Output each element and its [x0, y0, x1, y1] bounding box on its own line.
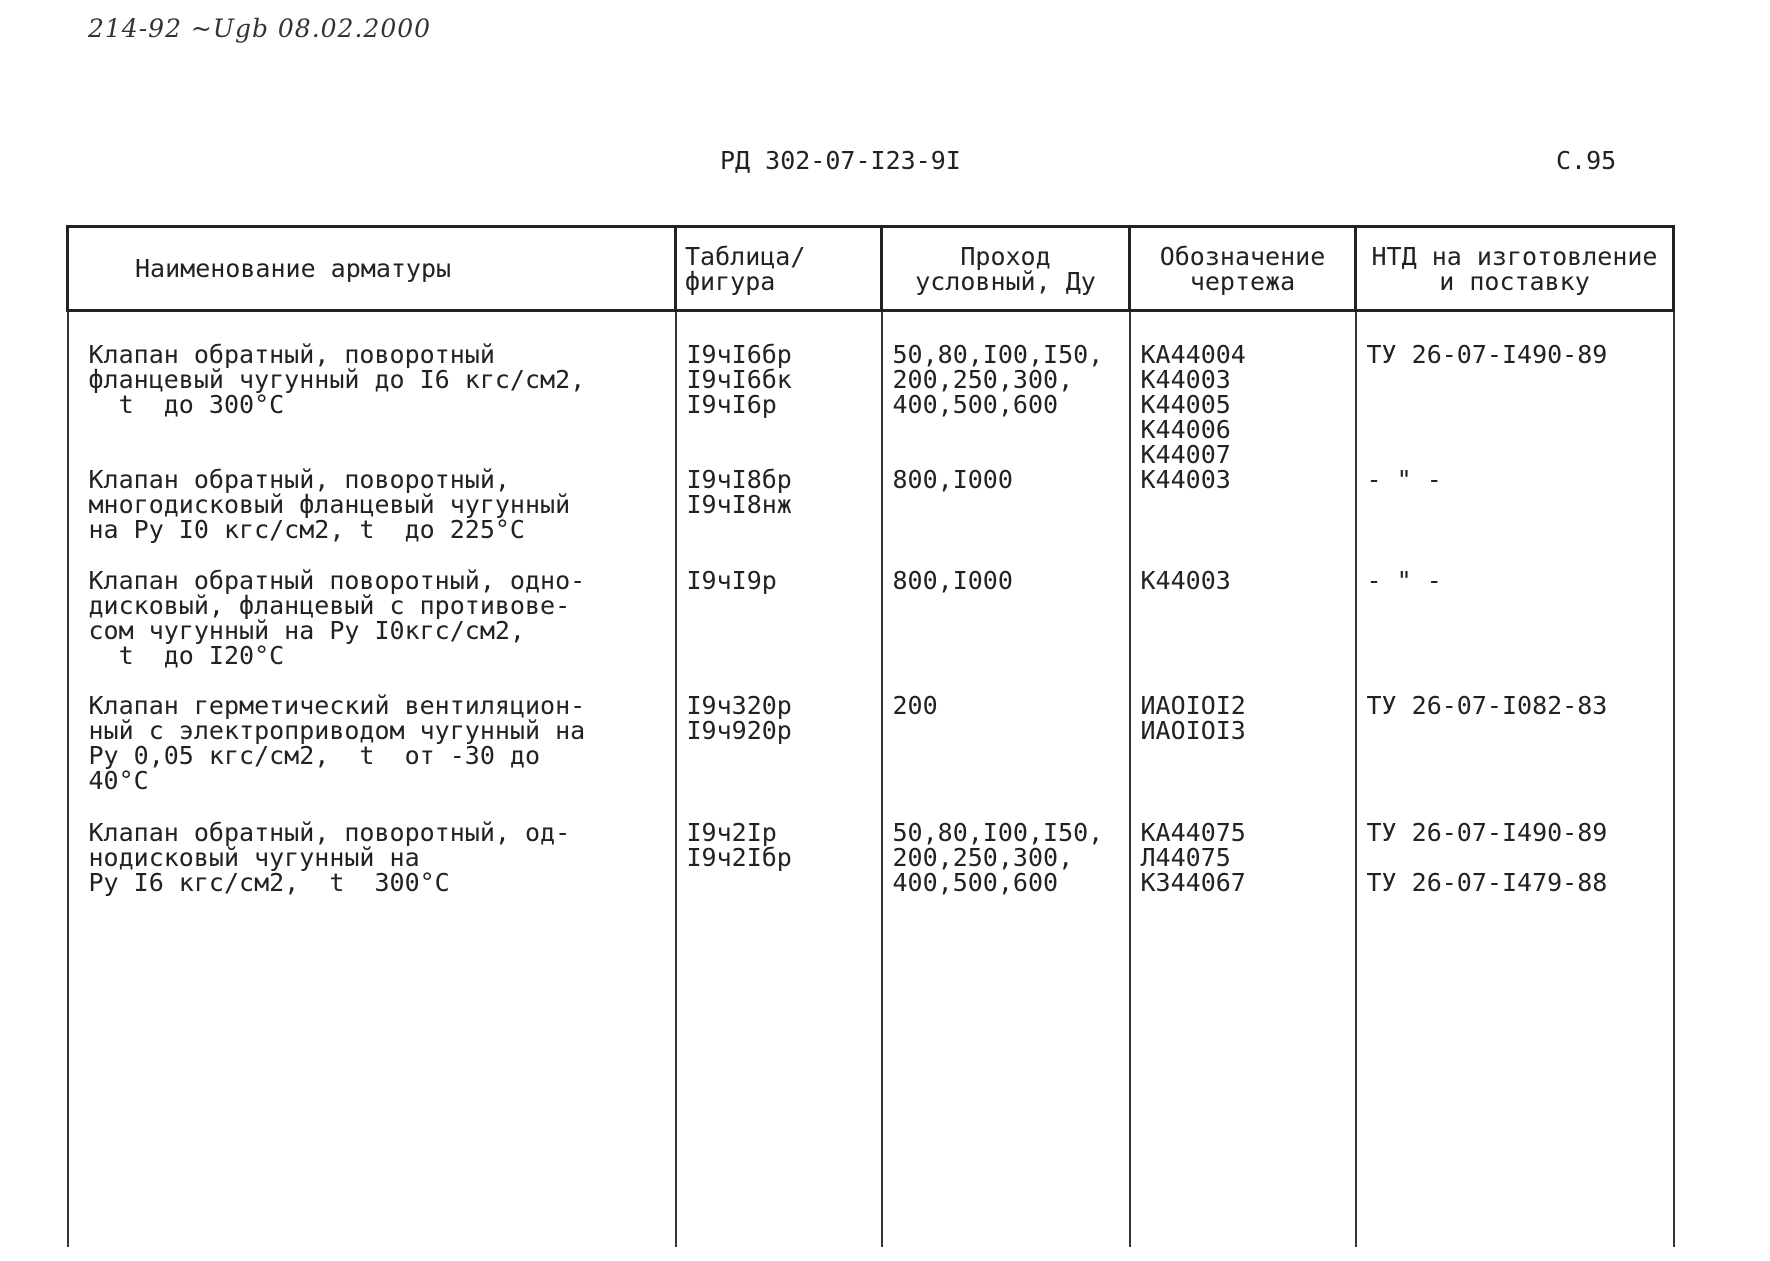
table-empty-space [68, 933, 1674, 1247]
cell-line: дисковый, фланцевый с противове- [88, 591, 571, 620]
cell-line: ный с электроприводом чугунный на [88, 716, 586, 745]
cell-figure [676, 693, 882, 820]
cell-line: 50,80,I00,I50, [892, 818, 1104, 847]
cell-line: 200 [892, 691, 938, 720]
table-row [68, 568, 1674, 693]
document-code: РД 302-07-I23-9I [720, 146, 961, 175]
cell-line: 200,250,300, [892, 843, 1074, 872]
header-line: НТД на изготовление [1371, 241, 1658, 271]
cell-line: 400,500,600 [892, 390, 1059, 419]
cell-figure [676, 568, 882, 693]
cell-line: I9чI9р [686, 566, 777, 595]
column-header-drawing [1130, 227, 1356, 311]
column-header-figure [676, 227, 882, 311]
cell-line: I9чI6р [686, 390, 777, 419]
cell-line: ТУ 26-07-I082-83 [1366, 691, 1608, 720]
cell-name [68, 820, 676, 933]
cell-line: на Ру I0 кгс/см2, t до 225°C [88, 515, 525, 544]
cell-line: К44006 [1140, 415, 1231, 444]
cell-name [68, 311, 676, 468]
column-header-ntd [1356, 227, 1674, 311]
header-line: Обозначение [1159, 241, 1326, 271]
cell-line: К44003 [1140, 465, 1231, 494]
cell-line: Ру 0,05 кгс/см2, t от -30 до [88, 741, 541, 770]
cell-line: I9чI8бр [686, 465, 792, 494]
cell-line: Л44075 [1140, 843, 1231, 872]
cell-line: Клапан обратный поворотный, одно- [88, 566, 586, 595]
cell-line: 400,500,600 [892, 868, 1059, 897]
cell-drawing [1130, 820, 1356, 933]
header-line: и поставку [1439, 266, 1590, 296]
cell-name [68, 467, 676, 568]
header-line: Наименование арматуры [135, 254, 452, 283]
cell-line: I9ч320р [686, 691, 792, 720]
cell-diameter [882, 820, 1130, 933]
cell-line: Клапан обратный, поворотный [88, 340, 495, 369]
cell-line: фланцевый чугунный до I6 кгс/см2, [88, 365, 586, 394]
table-row [68, 311, 1674, 468]
cell-line: I9чI8нж [686, 490, 792, 519]
cell-line: ТУ 26-07-I479-88 [1366, 868, 1608, 897]
header-line: Проход [960, 241, 1051, 271]
cell-ntd [1356, 568, 1674, 693]
cell-line: 200,250,300, [892, 365, 1074, 394]
cell-ntd [1356, 820, 1674, 933]
cell-line: I9ч2Iбр [686, 843, 792, 872]
cell-diameter [882, 311, 1130, 468]
cell-line: t до 300°C [88, 390, 285, 419]
header-line: условный, Ду [915, 266, 1096, 296]
cell-figure [676, 311, 882, 468]
cell-line: ТУ 26-07-I490-89 [1366, 818, 1608, 847]
cell-line: 40°C [88, 766, 149, 795]
cell-diameter [882, 693, 1130, 820]
cell-line: t до I20°C [88, 641, 285, 670]
cell-line: многодисковый фланцевый чугунный [88, 490, 571, 519]
cell-name [68, 693, 676, 820]
column-header-diameter [882, 227, 1130, 311]
cell-line: Клапан обратный, поворотный, од- [88, 818, 571, 847]
header-line: Таблица/ [685, 241, 806, 271]
cell-line: 800,I000 [892, 566, 1013, 595]
header-line: чертежа [1189, 266, 1296, 296]
cell-line: Ру I6 кгс/см2, t 300°C [88, 868, 450, 897]
table-row [68, 467, 1674, 568]
column-header-name [68, 227, 676, 311]
cell-drawing [1130, 568, 1356, 693]
cell-line: КА44075 [1140, 818, 1246, 847]
cell-line: ИАОIОI3 [1140, 716, 1246, 745]
cell-line: - " - [1366, 465, 1442, 494]
table-row [68, 820, 1674, 933]
cell-line: К344067 [1140, 868, 1246, 897]
cell-figure [676, 467, 882, 568]
cell-diameter [882, 467, 1130, 568]
cell-line: ТУ 26-07-I490-89 [1366, 340, 1608, 369]
cell-drawing [1130, 311, 1356, 468]
cell-ntd [1356, 693, 1674, 820]
cell-line: I9ч920р [686, 716, 792, 745]
cell-line: К44007 [1140, 440, 1231, 469]
cell-line: Клапан герметический вентиляцион- [88, 691, 586, 720]
cell-drawing [1130, 693, 1356, 820]
cell-line: 800,I000 [892, 465, 1013, 494]
cell-line: К44003 [1140, 365, 1231, 394]
header-line: фигура [685, 266, 776, 296]
cell-line: сом чугунный на Ру I0кгс/см2, [88, 616, 525, 645]
cell-line: - " - [1366, 566, 1442, 595]
cell-line: К44003 [1140, 566, 1231, 595]
cell-ntd [1356, 467, 1674, 568]
cell-line: К44005 [1140, 390, 1231, 419]
cell-figure [676, 820, 882, 933]
table-row [68, 693, 1674, 820]
cell-line: КА44004 [1140, 340, 1246, 369]
cell-line: нодисковый чугунный на [88, 843, 420, 872]
page-number: С.95 [1556, 146, 1617, 175]
cell-ntd [1356, 311, 1674, 468]
cell-diameter [882, 568, 1130, 693]
fittings-table [66, 225, 1675, 1247]
cell-line: I9чI6бр [686, 340, 792, 369]
cell-line: Клапан обратный, поворотный, [88, 465, 510, 494]
cell-line: 50,80,I00,I50, [892, 340, 1104, 369]
cell-line: I9чI6бк [686, 365, 792, 394]
table-header-row [68, 227, 1674, 311]
cell-line: I9ч2Iр [686, 818, 777, 847]
handwritten-note: 214-92 ~Ugb 08.02.2000 [88, 14, 432, 43]
cell-name [68, 568, 676, 693]
cell-line: ИАОIОI2 [1140, 691, 1246, 720]
cell-drawing [1130, 467, 1356, 568]
